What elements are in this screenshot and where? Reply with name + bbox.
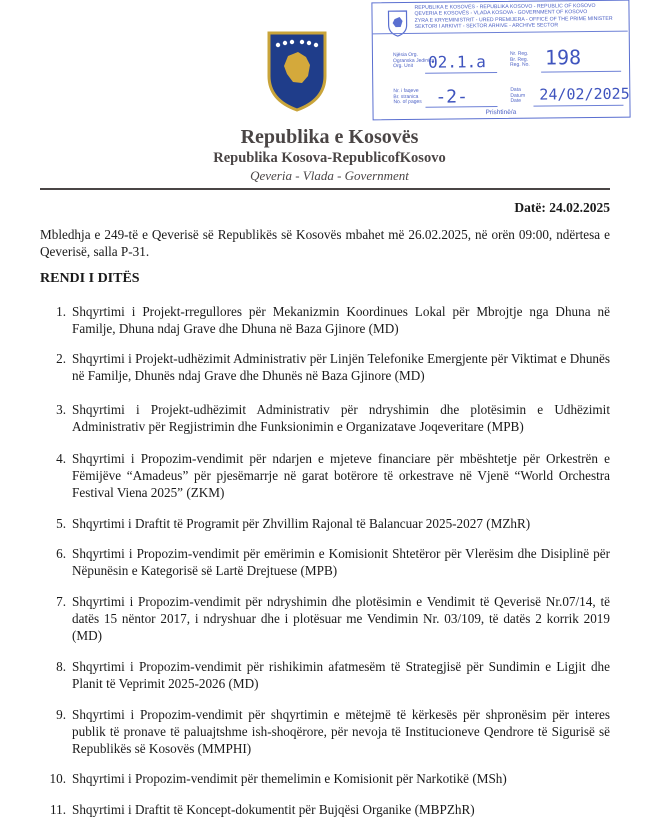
agenda-item-text: Shqyrtimi i Propozim-vendimit për emërimin e Komisionit Shtetëror për Vlerësim dhe Disiplinë për Nëpunësin e Kategorisë së Lartë Drejtuese (MPB)	[72, 546, 610, 578]
stamp-label-line: Org. Unit	[393, 63, 414, 70]
agenda-item-text: Shqyrtimi i Draftit të Programit për Zhvillim Rajonal të Balancuar 2025-2027 (MZhR)	[72, 516, 531, 531]
stamp-label-line: Br. Reg.	[509, 56, 529, 63]
date-label: Datë:	[514, 200, 546, 215]
document-date	[514, 200, 610, 216]
stamp-label-line: No. of pages	[393, 99, 422, 106]
stamp-label-line: Datum	[510, 92, 526, 99]
page-subtitle: Republika Kosova-RepublicofKosovo	[213, 150, 446, 166]
stamp-header-line: ZYRA E KRYEMINISTRIT - URED PREMIJERA - OFFICE OF THE PRIME MINISTER	[414, 15, 613, 24]
date-value: 24.02.2025	[549, 200, 610, 215]
stamp-header	[414, 3, 626, 31]
stamp-line	[533, 105, 623, 107]
stamp-line	[425, 72, 497, 74]
stamp-reg-no: 198	[544, 45, 582, 70]
stamp-org-unit: 02.1.a	[427, 52, 486, 72]
stamp-line	[541, 71, 621, 73]
stamp-header-line: REPUBLIKA E KOSOVËS - REPUBLIKA KOSOVO - REPUBLIC OF KOSOVO	[414, 3, 596, 11]
stamp-pages: -2-	[435, 86, 469, 108]
agenda-item-number: 6.	[56, 546, 66, 561]
stamp-label-line: Njësia Org.	[392, 51, 418, 59]
agenda-item-text: Shqyrtimi i Projekt-udhëzimit Administrativ për Linjën Telefonike Emergjente për Viktimat e Dhunës në Familje, Dhunës ndaj Grave dhe Dhunës në Baza Gjinore (MD)	[72, 351, 610, 383]
agenda-item-number: 7.	[56, 594, 66, 609]
agenda-item-text: Shqyrtimi i Propozim-vendimit për ndryshimin dhe plotësimin e Vendimit të Qeverisë Nr.07/14, të datës 15 nëntor 2017, i ndryshuar dhe i plotësuar me Vendimin Nr. 03/109, të datës 2 korrik 2019 (MD)	[72, 594, 610, 643]
kosovo-coat-of-arms-icon	[266, 30, 328, 112]
stamp-label-line: Nr. Reg.	[509, 50, 529, 57]
agenda-title: RENDI I DITËS	[40, 271, 140, 286]
stamp-place: Prishtinë/a	[485, 108, 517, 117]
agenda-item-number: 2.	[56, 351, 66, 366]
agenda-item-number: 9.	[56, 707, 66, 722]
agenda-item-text: Shqyrtimi i Projekt-udhëzimit Administrativ për ndryshimin dhe plotësimin e Udhëzimit Administrativ për Regjistrimin dhe Funksionimin e Organizatave Joqeveritare (MPB)	[72, 402, 610, 434]
agenda-item-text: Shqyrtimi i Propozim-vendimit për ndarjen e mjeteve financiare për mbështetje për Orkestrën e Fëmijëve “Amadeus” për pjesëmarrje në garat botërore të orkestrave në Vjenë “World Orchestra Festival Viena 2025” (ZKM)	[72, 451, 610, 500]
stamp-divider	[373, 31, 628, 35]
stamp-label-line: Data	[510, 86, 521, 93]
government-line: Qeveria - Vlada - Government	[250, 168, 409, 183]
stamp-line	[425, 106, 497, 108]
stamp-label-line: Date	[510, 97, 522, 105]
meeting-intro: Mbledhja e 249-të e Qeverisë së Republikës së Kosovës mbahet më 26.02.2025, në orën 09:00, ndërtesa e Qeverisë, salla P-31.	[40, 227, 610, 259]
page-title: Republika e Kosovës	[240, 126, 419, 148]
agenda-item-text: Shqyrtimi i Propozim-vendimit për themelimin e Komisionit për Narkotikë (MSh)	[72, 771, 507, 786]
header-divider	[40, 188, 610, 190]
stamp-label-line: Nr. i faqeve	[393, 87, 419, 95]
agenda-item-text: Shqyrtimi i Propozim-vendimit për shqyrtimin e mëtejmë të kërkesës për shpronësim për interes publik të pronave të paluajtshme ish-shoqërore, për nevoja të Institucioneve Qendrore të Sigurisë së Republikës së Kosovës (MMPHI)	[72, 707, 610, 756]
stamp-label-line: Br. stranica	[393, 93, 419, 100]
stamp-reg-label	[510, 52, 530, 69]
agenda-item-number: 10.	[49, 771, 66, 786]
agenda-item-text: Shqyrtimi i Propozim-vendimit për rishikimin afatmesëm të Strategjisë për Sundimin e Ligjit dhe Planit të Veprimit 2025-2026 (MD)	[72, 659, 610, 691]
stamp-label-line: Ogranska Jedinica	[392, 57, 435, 64]
agenda-item-number: 5.	[56, 516, 66, 531]
agenda-item-text: Shqyrtimi i Draftit të Koncept-dokumentit për Bujqësi Organike (MBPZhR)	[72, 802, 475, 817]
stamp-header-line: SEKTORI I ARKIVIT - SEKTOR ARHIVE - ARCHIVE SECTOR	[414, 22, 559, 31]
stamp-header-line: QEVERIA E KOSOVËS - VLADA KOSOVA - GOVERNMENT OF KOSOVO	[414, 9, 588, 18]
stamp-date: 24/02/2025	[539, 84, 630, 104]
agenda-item-number: 8.	[56, 659, 66, 674]
agenda-item-text: Shqyrtimi i Projekt-rregullores për Mekanizmin Koordinues Lokal për Mbrojtje nga Dhuna në Familje, Dhuna ndaj Grave dhe Dhuna në Baza Gjinore (MD)	[72, 304, 610, 336]
registry-stamp	[371, 0, 630, 120]
stamp-date-label	[510, 88, 525, 105]
stamp-label-line: Reg. No.	[510, 61, 530, 69]
agenda-item-number: 3.	[56, 402, 66, 417]
agenda-item-number: 4.	[56, 451, 66, 466]
agenda-item-number: 1.	[56, 304, 66, 319]
agenda-item-number: 11.	[50, 802, 66, 817]
stamp-pages-label	[393, 89, 422, 106]
